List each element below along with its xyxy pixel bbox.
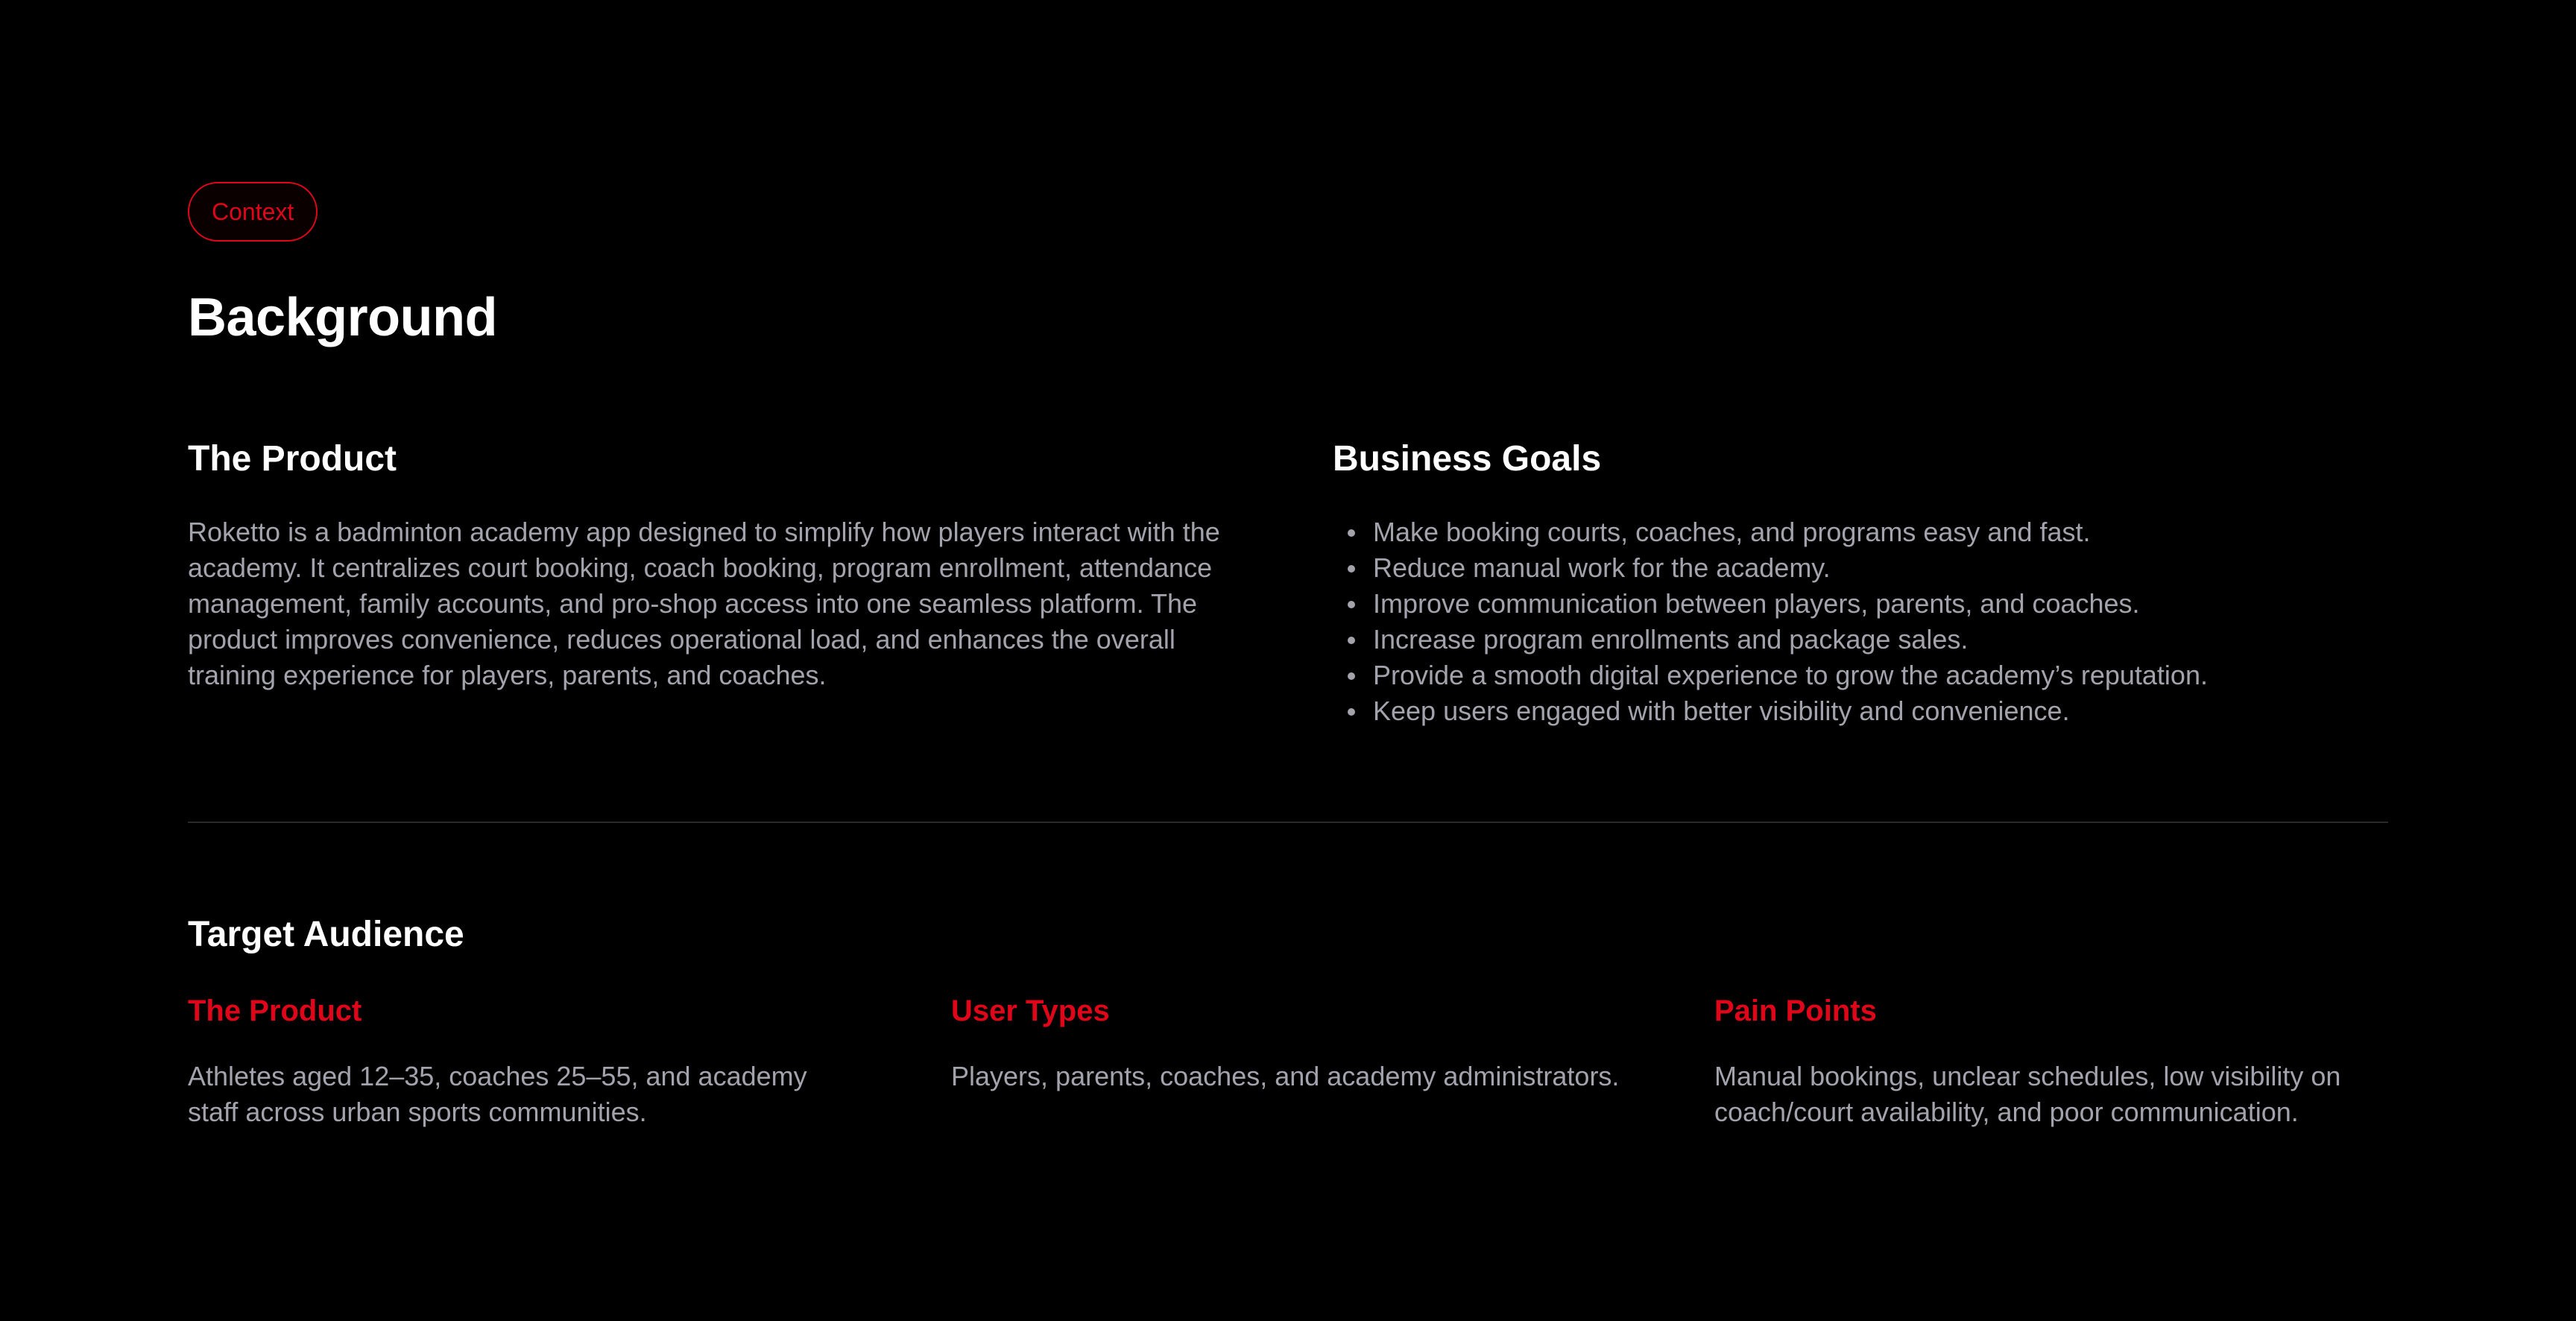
audience-column-product (188, 996, 951, 1130)
product-description: Roketto is a badminton academy app designed to simplify how players interact with the academy. It centralizes court booking, coach booking, program enrollment, attendance management, family accounts, and pro-shop access into one seamless platform. The product improves convenience, reduces operational load, and enhances the overall training experience for players, parents, and coaches. (188, 517, 1220, 690)
audience-column-user-types (951, 996, 1714, 1130)
audience-column-pain-points (1714, 996, 2388, 1130)
section-divider (188, 822, 2388, 823)
product-title: The Product (188, 439, 397, 479)
page-title: Background (188, 288, 498, 347)
audience-heading: The Product (188, 994, 362, 1027)
business-goal-item: Keep users engaged with better visibility and convenience. (1373, 693, 2388, 729)
business-goal-item: Reduce manual work for the academy. (1373, 550, 2388, 586)
audience-text: Athletes aged 12–35, coaches 25–55, and academy staff across urban sports communities. (188, 1061, 807, 1127)
target-audience-row (188, 996, 2388, 1130)
business-goals-list (1333, 514, 2388, 729)
product-goals-row (188, 441, 2388, 729)
business-goal-item: Increase program enrollments and package sales. (1373, 622, 2388, 658)
audience-heading: User Types (951, 994, 1110, 1027)
business-goal-item: Provide a smooth digital experience to grow the academy’s reputation. (1373, 658, 2388, 693)
background-section (188, 182, 2388, 1130)
audience-text: Players, parents, coaches, and academy administrators. (951, 1061, 1620, 1091)
business-goal-item: Improve communication between players, parents, and coaches. (1373, 586, 2388, 622)
audience-text: Manual bookings, unclear schedules, low visibility on coach/court availability, and poor communication. (1714, 1061, 2341, 1127)
audience-heading: Pain Points (1714, 994, 1877, 1027)
business-goals-column (1333, 441, 2388, 729)
context-tag: Context (188, 182, 318, 242)
business-goals-title: Business Goals (1333, 439, 1602, 479)
target-audience-title: Target Audience (188, 915, 464, 954)
product-column (188, 441, 1333, 729)
business-goal-item: Make booking courts, coaches, and programs easy and fast. (1373, 514, 2388, 550)
